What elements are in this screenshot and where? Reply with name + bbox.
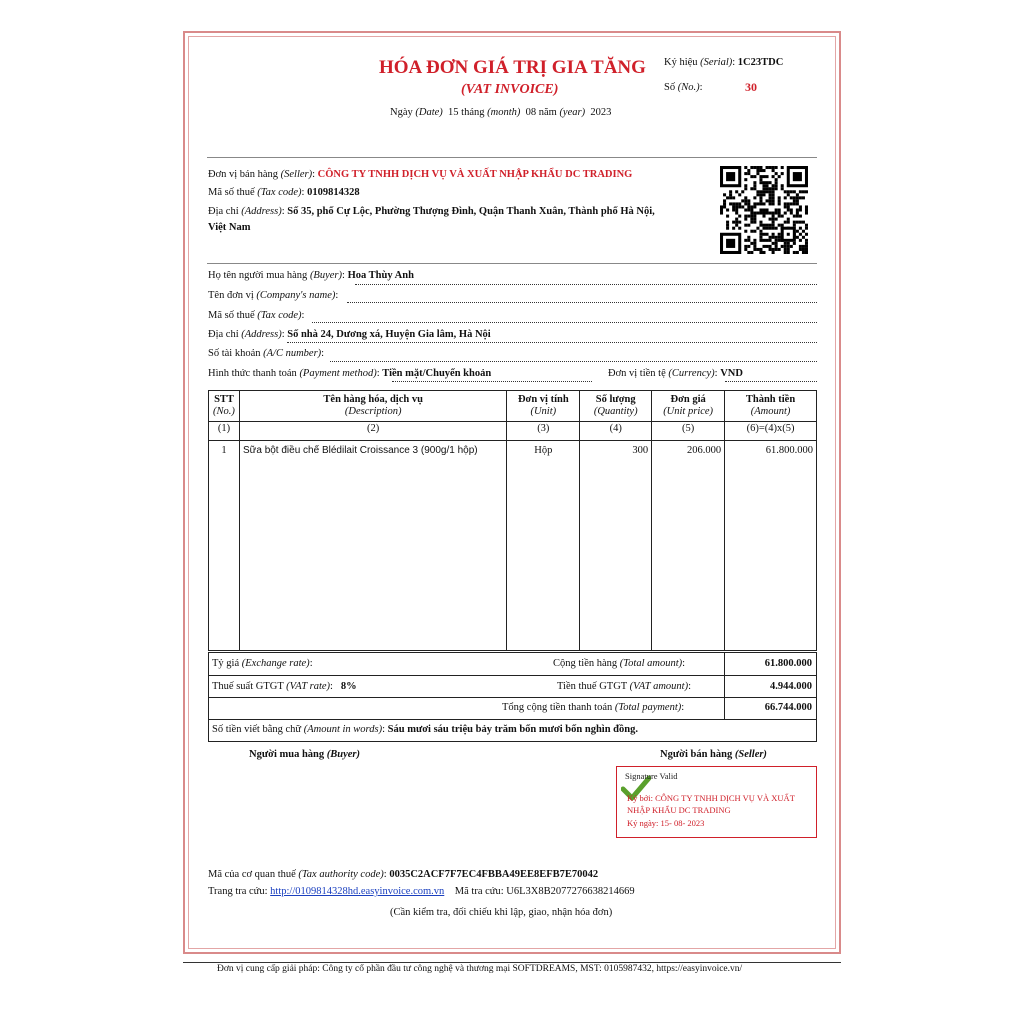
tax-authority-code-row: Mã của cơ quan thuế (Tax authority code): 0035C2ACF7F7EC4FBBA49EE8EFB7E70042 <box>208 869 599 880</box>
dotline <box>312 322 817 323</box>
column-header: STT (No.) <box>209 391 240 422</box>
column-header: Thành tiền (Amount) <box>725 391 817 422</box>
buyer-address-row: Địa chỉ (Address): Số nhà 24, Dương xá, Huyện Gia lâm, Hà Nội <box>208 329 491 340</box>
invoice-number: 30 <box>745 80 757 94</box>
vat-rate: 8% <box>340 681 357 692</box>
seller-address-line2: Việt Nam <box>208 222 251 233</box>
vat-rate-row: Thuế suất GTGT (VAT rate): 8% <box>212 681 357 692</box>
signed-by-line1: Ký bởi: CÔNG TY TNHH DỊCH VỤ VÀ XUẤT <box>627 793 795 803</box>
column-header: Số lượng (Quantity) <box>580 391 652 422</box>
column-header: Đơn giá (Unit price) <box>652 391 725 422</box>
lookup-note: (Cần kiểm tra, đối chiếu khi lập, giao, nhận hóa đơn) <box>390 907 613 918</box>
tax-authority-code: 0035C2ACF7F7EC4FBBA49EE8EFB7E70042 <box>389 869 599 880</box>
index-cell: (1) <box>209 422 240 441</box>
dotline <box>725 381 817 382</box>
total-amount: 61.800.000 <box>764 658 812 669</box>
index-cell: (5) <box>652 422 725 441</box>
buyer-account-row: Số tài khoản (A/C number): <box>208 348 325 359</box>
dotline <box>330 361 817 362</box>
item-unit: Hộp <box>507 441 580 651</box>
serial-value: 1C23TDC <box>737 57 784 68</box>
item-quantity: 300 <box>580 441 652 651</box>
dotline <box>355 284 817 285</box>
totals-divider <box>208 675 817 676</box>
buyer-signature-label: Người mua hàng (Buyer) <box>249 749 361 760</box>
vat-amount-label: Tiền thuế GTGT (VAT amount): <box>557 681 691 692</box>
lookup-row: Trang tra cứu: http://0109814328hd.easyinvoice.com.vn Mã tra cứu: U6L3X8B2077276638214669 <box>208 886 635 897</box>
item-no: 1 <box>209 441 240 651</box>
total-amount-label: Cộng tiền hàng (Total amount): <box>553 658 686 669</box>
buyer-name: Hoa Thùy Anh <box>347 270 414 281</box>
seller-divider <box>207 263 817 264</box>
vat-amount: 4.944.000 <box>770 681 812 692</box>
number-label: Số (No.): <box>664 82 703 93</box>
signed-date: Ký ngày: 15- 08- 2023 <box>627 818 705 828</box>
dotline <box>347 302 817 303</box>
index-cell: (4) <box>580 422 652 441</box>
exchange-rate-row: Tỷ giá (Exchange rate): <box>212 658 313 669</box>
totals-column-divider <box>724 652 725 719</box>
digital-signature-box <box>616 766 817 838</box>
total-payment: 66.744.000 <box>764 702 812 713</box>
buyer-tax-row: Mã số thuế (Tax code): <box>208 310 305 321</box>
buyer-address: Số nhà 24, Dương xá, Huyện Gia lâm, Hà Nội <box>287 329 491 340</box>
table-index-row <box>209 422 817 441</box>
amount-in-words-row: Số tiền viết bằng chữ (Amount in words): Sáu mươi sáu triệu bảy trăm bốn mươi bốn nghìn đồng. <box>212 724 638 735</box>
signed-by-line2: NHẬP KHẨU DC TRADING <box>627 805 731 815</box>
item-unit-price: 206.000 <box>652 441 725 651</box>
table-header-row <box>209 391 817 422</box>
item-description: Sữa bột điều chế Blédilait Croissance 3 (900g/1 hộp) <box>239 441 506 651</box>
footer-provider-text: Đơn vị cung cấp giải pháp: Công ty cổ phần đầu tư công nghệ và thương mại SOFTDREAMS, MST: 0105987432, https://easyinvoice.vn/ <box>217 964 743 974</box>
signature-valid-text: Signature Valid <box>625 771 678 781</box>
buyer-currency: VND <box>720 368 743 379</box>
column-header: Tên hàng hóa, dịch vụ (Description) <box>239 391 506 422</box>
totals-divider <box>208 719 817 720</box>
column-header: Đơn vị tính (Unit) <box>507 391 580 422</box>
lookup-code: U6L3X8B2077276638214669 <box>506 886 635 897</box>
invoice-subtitle: (VAT INVOICE) <box>461 82 559 97</box>
invoice-title: HÓA ĐƠN GIÁ TRỊ GIA TĂNG <box>379 57 646 78</box>
seller-address-row: Địa chỉ (Address): Số 35, phố Cự Lộc, Phường Thượng Đình, Quận Thanh Xuân, Thành phố Hà Nội, <box>208 206 655 217</box>
serial-field: Ký hiệu (Serial): 1C23TDC <box>664 57 784 68</box>
seller-address-line1: Số 35, phố Cự Lộc, Phường Thượng Đình, Quận Thanh Xuân, Thành phố Hà Nội, <box>287 206 655 217</box>
seller-tax-row: Mã số thuế (Tax code): 0109814328 <box>208 187 360 198</box>
dotline <box>392 381 592 382</box>
totals-divider <box>208 697 817 698</box>
seller-name: CÔNG TY TNHH DỊCH VỤ VÀ XUẤT NHẬP KHẨU DC TRADING <box>317 169 633 180</box>
qr-code <box>720 166 808 254</box>
total-payment-label: Tổng cộng tiền thanh toán (Total payment): <box>502 702 685 713</box>
header-divider <box>207 157 817 158</box>
index-cell: (2) <box>239 422 506 441</box>
seller-tax-code: 0109814328 <box>307 187 360 198</box>
buyer-payment-method: Tiền mặt/Chuyển khoản <box>382 368 492 379</box>
seller-name-row: Đơn vị bán hàng (Seller): CÔNG TY TNHH DỊCH VỤ VÀ XUẤT NHẬP KHẨU DC TRADING <box>208 169 633 180</box>
invoice-date: Ngày (Date) 15 tháng (month) 08 năm (year) 2023 <box>390 107 612 118</box>
buyer-name-row: Họ tên người mua hàng (Buyer): Hoa Thùy Anh <box>208 270 414 281</box>
items-table <box>208 390 817 651</box>
footer-divider <box>183 962 841 963</box>
index-cell: (6)=(4)x(5) <box>725 422 817 441</box>
index-cell: (3) <box>507 422 580 441</box>
table-row <box>209 441 817 651</box>
buyer-currency-row: Đơn vị tiền tệ (Currency): VND <box>608 368 743 379</box>
seller-signature-label: Người bán hàng (Seller) <box>660 749 767 760</box>
amount-in-words: Sáu mươi sáu triệu bảy trăm bốn mươi bốn nghìn đồng. <box>387 724 638 735</box>
buyer-company-row: Tên đơn vị (Company's name): <box>208 290 339 301</box>
item-amount: 61.800.000 <box>725 441 817 651</box>
buyer-payment-row: Hình thức thanh toán (Payment method): Tiền mặt/Chuyển khoản <box>208 368 492 379</box>
lookup-page-link[interactable]: http://0109814328hd.easyinvoice.com.vn <box>270 886 445 897</box>
dotline <box>287 342 817 343</box>
